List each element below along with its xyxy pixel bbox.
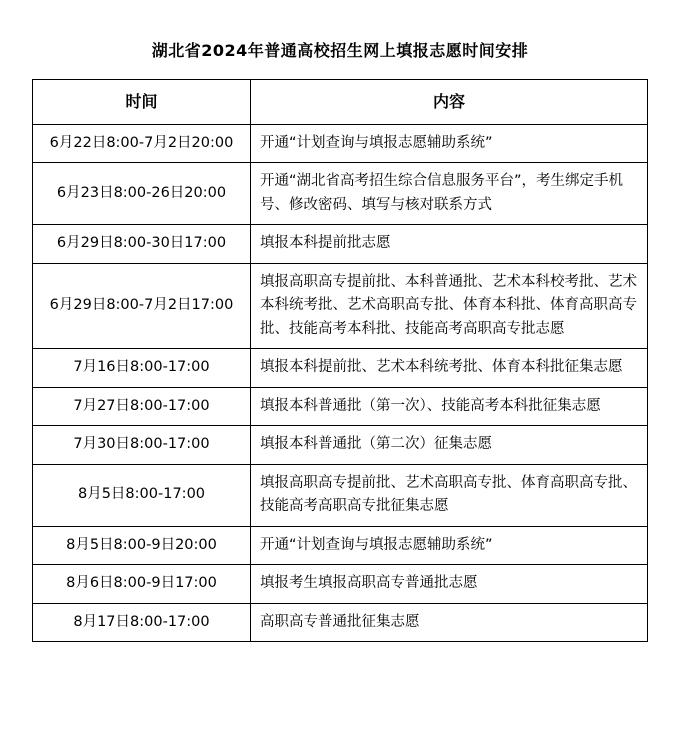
table-header-row [33, 80, 648, 125]
table-body [33, 124, 648, 641]
column-header-time: 时间 [33, 80, 251, 125]
cell-time: 7月27日8:00-17:00 [33, 387, 251, 425]
cell-time: 7月16日8:00-17:00 [33, 349, 251, 387]
cell-time: 8月5日8:00-17:00 [33, 464, 251, 526]
cell-content: 填报考生填报高职高专普通批志愿 [251, 565, 648, 603]
cell-time: 6月23日8:00-26日20:00 [33, 163, 251, 225]
cell-time: 8月17日8:00-17:00 [33, 603, 251, 641]
cell-content: 开通“湖北省高考招生综合信息服务平台”，考生绑定手机号、修改密码、填写与核对联系方式 [251, 163, 648, 225]
cell-content: 填报高职高专提前批、艺术高职高专批、体育高职高专批、技能高考高职高专批征集志愿 [251, 464, 648, 526]
table-header [33, 80, 648, 125]
cell-time: 8月5日8:00-9日20:00 [33, 526, 251, 564]
cell-content: 开通“计划查询与填报志愿辅助系统” [251, 124, 648, 162]
cell-content: 填报本科普通批（第二次）征集志愿 [251, 426, 648, 464]
table-row [33, 124, 648, 162]
table-row [33, 565, 648, 603]
cell-content: 填报本科提前批志愿 [251, 225, 648, 263]
cell-time: 7月30日8:00-17:00 [33, 426, 251, 464]
table-row [33, 263, 648, 348]
cell-content: 填报本科提前批、艺术本科统考批、体育本科批征集志愿 [251, 349, 648, 387]
page-title: 湖北省2024年普通高校招生网上填报志愿时间安排 [151, 41, 529, 60]
cell-time: 6月29日8:00-30日17:00 [33, 225, 251, 263]
table-row [33, 464, 648, 526]
table-row [33, 426, 648, 464]
cell-content: 填报本科普通批（第一次）、技能高考本科批征集志愿 [251, 387, 648, 425]
table-row [33, 349, 648, 387]
cell-content: 高职高专普通批征集志愿 [251, 603, 648, 641]
cell-content: 开通“计划查询与填报志愿辅助系统” [251, 526, 648, 564]
table-row [33, 526, 648, 564]
cell-time: 6月29日8:00-7月2日17:00 [33, 263, 251, 348]
column-header-content: 内容 [251, 80, 648, 125]
table-row [33, 387, 648, 425]
cell-time: 8月6日8:00-9日17:00 [33, 565, 251, 603]
table-row [33, 163, 648, 225]
cell-time: 6月22日8:00-7月2日20:00 [33, 124, 251, 162]
cell-content: 填报高职高专提前批、本科普通批、艺术本科校考批、艺术本科统考批、艺术高职高专批、体育本科批、体育高职高专批、技能高考本科批、技能高考高职高专批志愿 [251, 263, 648, 348]
table-row [33, 603, 648, 641]
schedule-table [32, 79, 648, 642]
schedule-table-wrapper [32, 79, 648, 642]
table-row [33, 225, 648, 263]
